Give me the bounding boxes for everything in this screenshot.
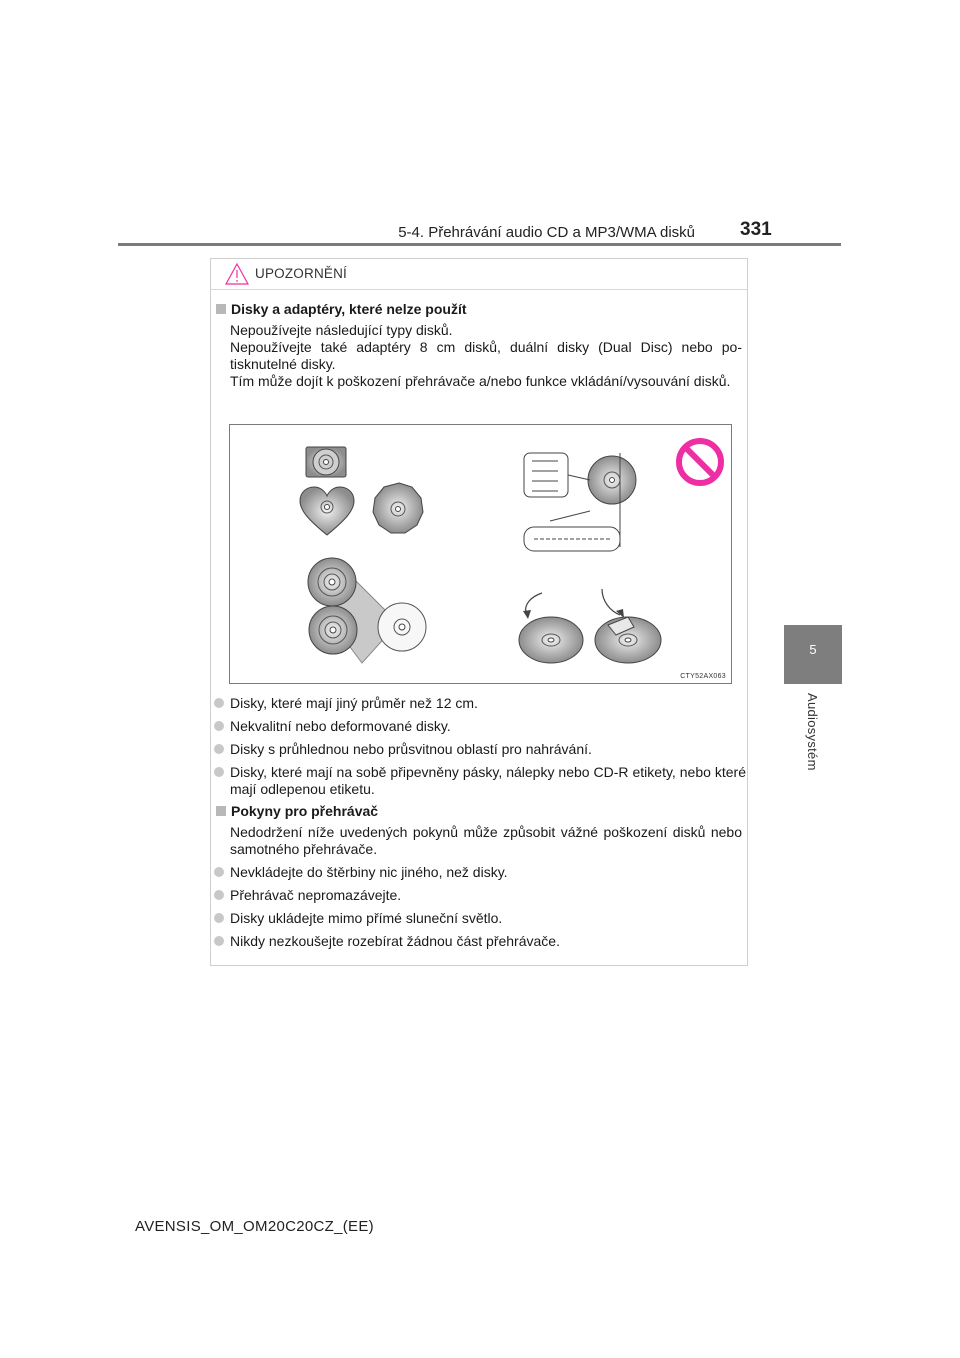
header-rule: [118, 243, 841, 246]
bullet-text: Disky, které mají na sobě připevněny pásky, nálepky nebo CD-R etikety, nebo které mají odlepenou etiketu.: [230, 764, 746, 797]
bullet-item: [214, 764, 746, 798]
bullet-text: Nikdy nezkoušejte rozebírat žádnou část přehrávače.: [230, 933, 560, 949]
chapter-tab-label: Audiosystém: [805, 693, 820, 771]
adapter-disc-icon: [524, 453, 636, 551]
bullet-dot-icon: [214, 913, 224, 923]
bullet-item: [214, 718, 746, 735]
illustration-prohibited-discs: [229, 424, 732, 684]
bullet-dot-icon: [214, 890, 224, 900]
bullet-item: [214, 741, 746, 758]
bullet-item: [214, 933, 746, 950]
bullet-item: [214, 887, 746, 904]
bullet-text: Nekvalitní nebo deformované disky.: [230, 718, 451, 734]
square-bullet-icon: [216, 806, 226, 816]
bullet-dot-icon: [214, 698, 224, 708]
bullet-item: [214, 910, 746, 927]
translucent-discs-icon: [308, 558, 426, 663]
square-bullet-icon: [216, 304, 226, 314]
peeling-label-discs-icon: [519, 589, 661, 663]
caution-heading: UPOZORNĚNÍ: [255, 266, 348, 281]
paragraph: Nedodržení níže uvedených pokynů může způsobit vážné poškození disků nebo samotného přehrávače.: [230, 824, 742, 857]
section-title-player: [216, 803, 378, 819]
bullet-dot-icon: [214, 767, 224, 777]
paragraph-line: Nepoužívejte následující typy disků.: [230, 322, 453, 338]
section-title-text: Pokyny pro přehrávač: [231, 803, 379, 819]
polygon-disc-icon: [373, 483, 423, 533]
header-section-title: 5-4. Přehrávání audio CD a MP3/WMA disků: [398, 224, 695, 241]
bullet-text: Disky ukládejte mimo přímé sluneční světlo.: [230, 910, 503, 926]
disc-illustration-svg: [230, 425, 731, 683]
bullet-item: [214, 864, 746, 881]
page-number: 331: [740, 219, 772, 240]
chapter-tab: 5: [784, 625, 842, 684]
section-title-discs: [216, 301, 467, 317]
caution-header: [211, 259, 747, 290]
prohibition-icon: [679, 441, 721, 483]
bullet-text: Přehrávač nepromazávejte.: [230, 887, 402, 903]
square-disc-icon: [306, 447, 346, 477]
paragraph-line: Tím může dojít k poškození přehrávače a/nebo funkce vkládání/vysouvání disků.: [230, 373, 731, 389]
section-title-text: Disky a adaptéry, které nelze použít: [231, 301, 467, 317]
figure-code: CTY52AX063: [680, 673, 726, 680]
bullet-dot-icon: [214, 721, 224, 731]
warning-triangle-icon: [225, 263, 249, 285]
bullet-text: Nevkládejte do štěrbiny nic jiného, než disky.: [230, 864, 508, 880]
bullet-text: Disky, které mají jiný průměr než 12 cm.: [230, 695, 478, 711]
paragraph-line: Nepoužívejte také adaptéry 8 cm disků, duální disky (Dual Disc) nebo po- tisknutelné disky.: [230, 339, 742, 372]
bullet-item: [214, 695, 746, 712]
caution-box: [210, 258, 748, 966]
heart-disc-icon: [300, 487, 354, 535]
bullet-dot-icon: [214, 867, 224, 877]
bullet-dot-icon: [214, 744, 224, 754]
bullet-dot-icon: [214, 936, 224, 946]
footer-document-code: AVENSIS_OM_OM20C20CZ_(EE): [135, 1218, 374, 1235]
bullet-text: Disky s průhlednou nebo průsvitnou oblastí pro nahrávání.: [230, 741, 592, 757]
